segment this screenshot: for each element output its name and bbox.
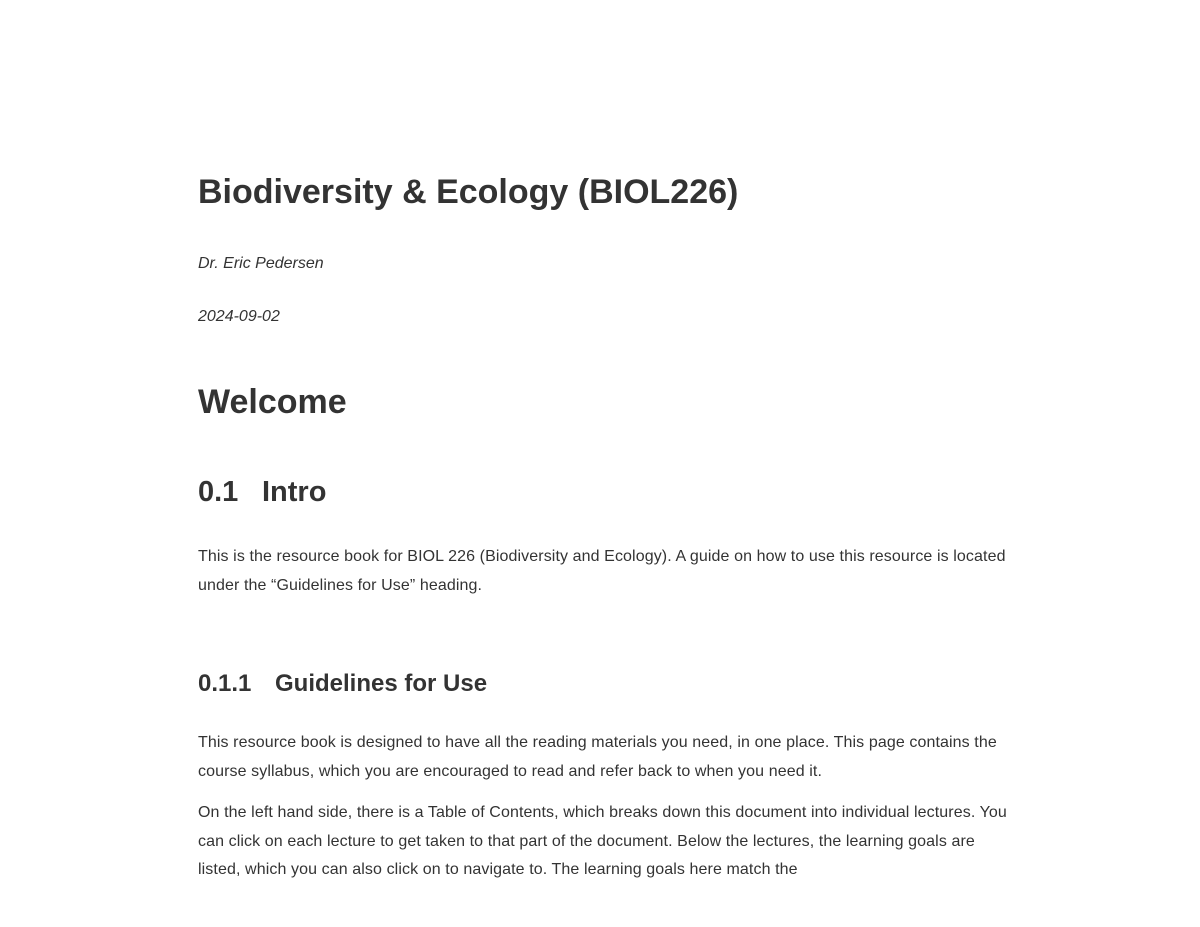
document-title: Biodiversity & Ecology (BIOL226) bbox=[198, 173, 739, 211]
guidelines-paragraph-2: On the left hand side, there is a Table of Contents, which breaks down this document into individual lectures. You can click on each lecture to get taken to that part of the document. Below the lectures, the learning goals are listed, which you can also click on to navigate to. The learning goals here match the bbox=[198, 804, 1007, 878]
guidelines-heading bbox=[198, 669, 487, 699]
welcome-heading: Welcome bbox=[198, 383, 347, 421]
document-author: Dr. Eric Pedersen bbox=[198, 255, 324, 272]
intro-paragraph: This is the resource book for BIOL 226 (Biodiversity and Ecology). A guide on how to use this resource is located under the “Guidelines for Use” heading. bbox=[198, 548, 1006, 594]
intro-section-number: 0.1 bbox=[198, 476, 239, 508]
document-date: 2024-09-02 bbox=[198, 308, 280, 325]
intro-heading-text: Intro bbox=[262, 476, 327, 508]
guidelines-paragraph-1: This resource book is designed to have all the reading materials you need, in one place. This page contains the course syllabus, which you are encouraged to read and refer back to when you need it. bbox=[198, 734, 997, 780]
guidelines-section-number: 0.1.1 bbox=[198, 670, 252, 697]
guidelines-heading-text: Guidelines for Use bbox=[275, 670, 488, 697]
intro-heading bbox=[198, 474, 326, 510]
